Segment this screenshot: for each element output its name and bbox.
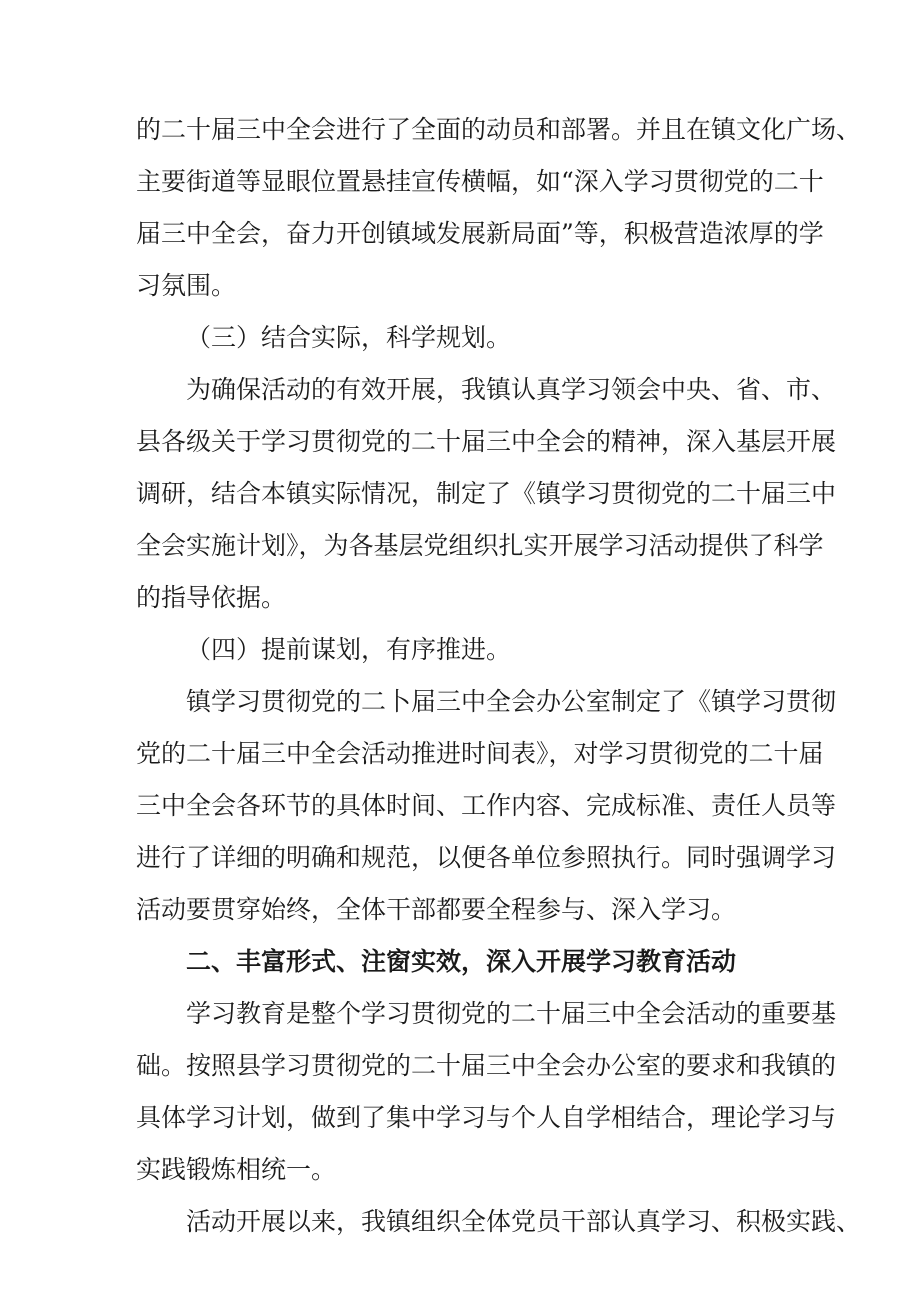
body-line: 实践锻炼相统一。 <box>136 1155 337 1184</box>
body-line: 全会实施计划》，为各基层党组织扎实开展学习活动提供了科学 <box>136 531 824 560</box>
chapter-heading-two: 二、丰富形式、注窗实效，深入开展学习教育活动 <box>186 947 737 976</box>
body-line: 的二十届三中全会进行了全面的动员和部署。并且在镇文化广场、 <box>136 115 862 144</box>
section-heading-four: （四）提前谋划，有序推进。 <box>186 635 512 664</box>
body-line: 党的二十届三中全会活动推进时间表》，对学习贯彻党的二十届 <box>136 739 824 768</box>
section-heading-three: （三）结合实际，科学规划。 <box>186 323 512 352</box>
body-line: 础。按照县学习贯彻党的二十届三中全会办公室的要求和我镇的 <box>136 1051 837 1080</box>
body-line: 进行了详细的明确和规范，以便各单位参照执行。同时强调学习 <box>136 843 837 872</box>
body-line: 为确保活动的有效开展，我镇认真学习领会中央、省、市、 <box>186 375 837 404</box>
body-line: 调研，结合本镇实际情况，制定了《镇学习贯彻党的二十届三中 <box>136 479 837 508</box>
body-line: 活动开展以来，我镇组织全体党员干部认真学习、积极实践、 <box>186 1207 862 1236</box>
body-line: 的指导依据。 <box>136 583 287 612</box>
body-line: 主要街道等显眼位置悬挂宣传横幅，如“深入学习贯彻党的二十 <box>136 167 824 196</box>
body-line: 习氛围。 <box>136 271 237 300</box>
body-line: 镇学习贯彻党的二卜届三中全会办公室制定了《镇学习贯彻 <box>186 687 837 716</box>
body-line: 县各级关于学习贯彻党的二十届三中全会的精神，深入基层开展 <box>136 427 837 456</box>
body-line: 三中全会各环节的具体时间、工作内容、完成标准、责任人员等 <box>136 791 837 820</box>
body-line: 届三中全会，奋力开创镇域发展新局面”等，积极营造浓厚的学 <box>136 219 824 248</box>
body-line: 活动要贯穿始终，全体干部都要全程参与、深入学习。 <box>136 895 737 924</box>
body-line: 具体学习计划，做到了集中学习与个人自学相结合，理论学习与 <box>136 1103 837 1132</box>
body-line: 学习教育是整个学习贯彻党的二十届三中全会活动的重要基 <box>186 999 837 1028</box>
